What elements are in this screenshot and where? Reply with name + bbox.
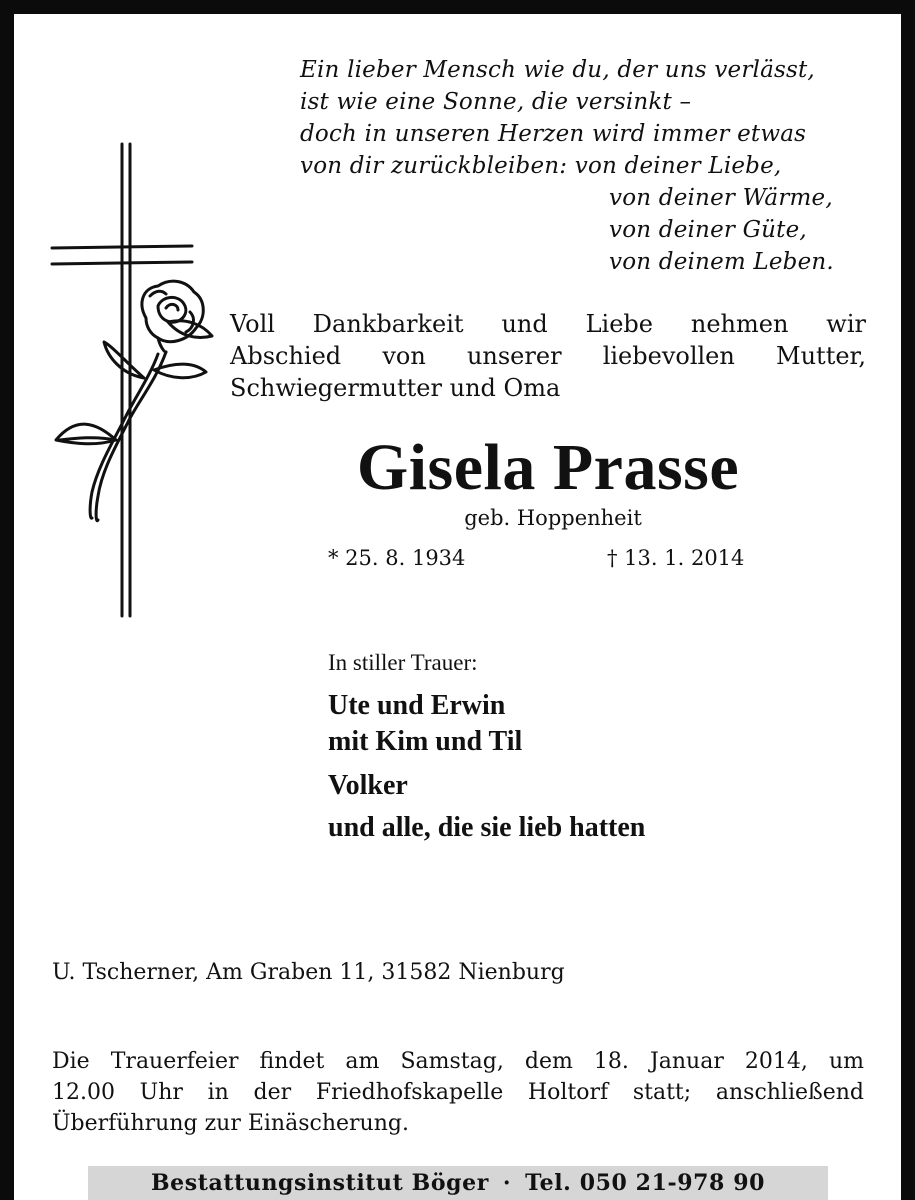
funeral-home-footer: [88, 1166, 828, 1200]
death-date: † 13. 1. 2014: [607, 546, 745, 570]
service-line: Die Trauerfeier findet am Samstag, dem 18. Januar 2014, um: [52, 1049, 864, 1074]
mourner-name: Ute und Erwin: [328, 690, 506, 721]
funeral-home-name: Bestattungsinstitut Böger: [150, 1170, 489, 1196]
mourner-name: Volker: [328, 770, 408, 801]
poem-line: ist wie eine Sonne, die versinkt –: [300, 89, 692, 115]
cross-with-rose-icon: [46, 140, 216, 620]
maiden-name: geb. Hoppenheit: [464, 506, 642, 530]
poem-line: von deiner Güte,: [609, 217, 807, 243]
mourning-label: In stiller Trauer:: [328, 650, 478, 675]
birth-date: * 25. 8. 1934: [328, 546, 466, 570]
intro-line: Schwiegermutter und Oma: [230, 374, 561, 402]
service-line: Überführung zur Einäscherung.: [52, 1111, 409, 1136]
poem-line: von deiner Wärme,: [609, 185, 833, 211]
intro-line: Abschied von unserer liebevollen Mutter,: [230, 342, 866, 370]
footer-separator: ·: [502, 1170, 512, 1196]
funeral-home-phone: Tel. 050 21-978 90: [525, 1170, 766, 1196]
poem-line: von dir zurückbleiben: von deiner Liebe,: [300, 153, 782, 179]
poem-line: Ein lieber Mensch wie du, der uns verlässt,: [300, 57, 815, 83]
service-notice: [52, 1046, 864, 1139]
deceased-name: Gisela Prasse: [356, 431, 740, 504]
mourner-name: und alle, die sie lieb hatten: [328, 812, 646, 843]
intro-line: Voll Dankbarkeit und Liebe nehmen wir: [230, 310, 866, 338]
mourner-name: mit Kim und Til: [328, 726, 523, 757]
intro-text: [230, 308, 866, 404]
poem-line: von deinem Leben.: [609, 249, 834, 275]
poem-line: doch in unseren Herzen wird immer etwas: [300, 121, 807, 147]
service-line: 12.00 Uhr in der Friedhofskapelle Holtorf statt; anschließend: [52, 1080, 864, 1105]
contact-address: U. Tscherner, Am Graben 11, 31582 Nienburg: [52, 960, 565, 985]
poem: [300, 54, 875, 278]
